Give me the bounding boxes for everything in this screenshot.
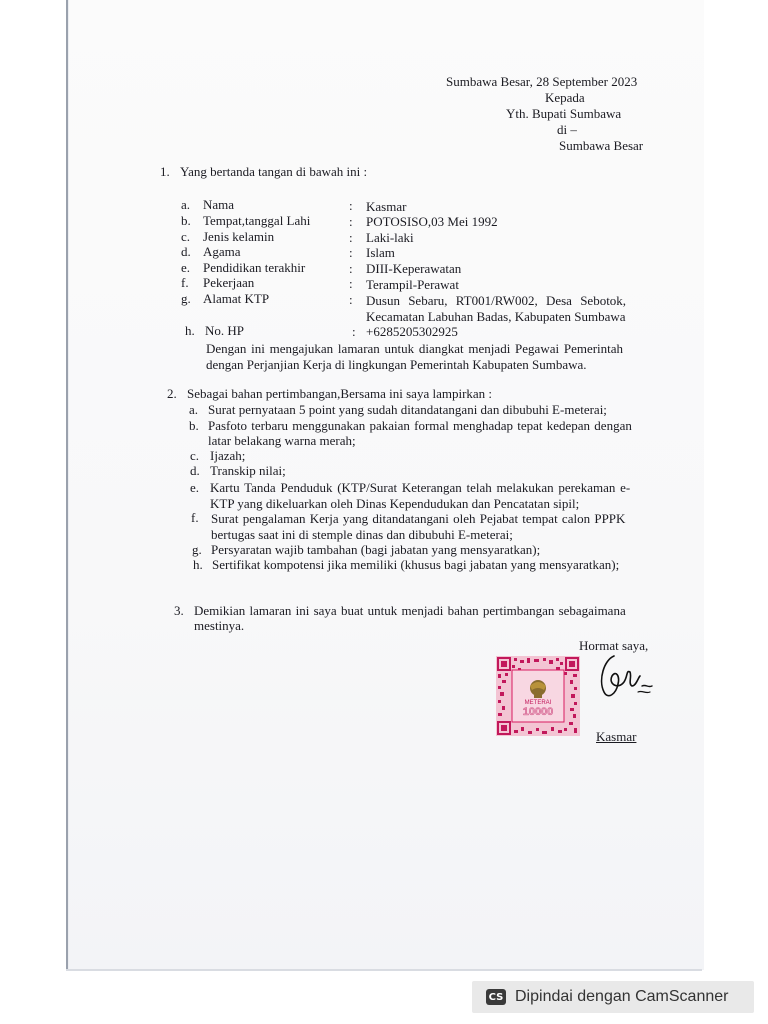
field-label-birth: Tempat,tanggal Lahi [203, 213, 311, 228]
attachment-letter: h. [193, 557, 203, 572]
field-value-gender: Laki-laki [366, 230, 414, 245]
handwritten-signature [594, 650, 658, 706]
attachment-letter: a. [189, 402, 199, 417]
attachment-item: Pasfoto terbaru menggunakan pakaian formal menghadap tepat kedepan dengan [208, 418, 632, 433]
statement-line2: dengan Perjanjian Kerja di lingkungan Pemerintah Kabupaten Sumbawa. [206, 357, 587, 372]
attachment-letter: f. [191, 510, 199, 525]
attachment-item: Persyaratan wajib tambahan (bagi jabatan yang mensyaratkan); [211, 542, 541, 557]
field-letter: g. [181, 291, 191, 306]
closing-hormat: Hormat saya, [579, 638, 649, 653]
section3-line2: mestinya. [194, 618, 245, 633]
field-label-phone: No. HP [205, 323, 245, 338]
stamp-value: 10000 [522, 706, 554, 718]
section3-number: 3. [174, 603, 184, 618]
field-value-education: DIII-Keperawatan [366, 261, 462, 276]
attachment-letter: g. [192, 542, 202, 557]
attachment-letter: c. [190, 448, 200, 463]
section2-number: 2. [167, 386, 177, 401]
camscanner-logo-icon: CS [486, 989, 506, 1005]
section1-number: 1. [160, 164, 170, 179]
field-value-name: Kasmar [366, 199, 407, 214]
field-value-religion: Islam [366, 245, 395, 260]
field-letter: e. [181, 260, 191, 275]
attachment-item: Sertifikat kompotensi jika memiliki (khusus bagi jabatan yang mensyaratkan); [212, 557, 620, 572]
field-value-address-line2: Kecamatan Labuhan Badas, Kabupaten Sumbawa [366, 309, 626, 324]
recipient-kepada: Kepada [545, 90, 585, 105]
field-value-job: Terampil-Perawat [366, 277, 459, 292]
date-place: Sumbawa Besar, 28 September 2023 [446, 74, 638, 89]
field-letter: d. [181, 244, 191, 259]
attachment-letter: b. [189, 418, 199, 433]
attachment-item-cont: KTP yang dikeluarkan oleh Dinas Kependudukan dan Pencatatan sipil; [210, 496, 580, 511]
field-letter: h. [185, 323, 195, 338]
attachment-item: Transkip nilai; [210, 463, 286, 478]
field-colon: : [349, 214, 353, 229]
field-colon: : [349, 276, 353, 291]
field-value-phone: +6285205302925 [366, 324, 458, 339]
attachment-item-cont: bertugas saat ini di stemple dinas dan dibubuhi E-meterai; [211, 527, 513, 542]
section2-intro: Sebagai bahan pertimbangan,Bersama ini saya lampirkan : [187, 386, 493, 401]
attachment-item-cont: latar belakang warna merah; [208, 433, 356, 448]
camscanner-badge [472, 981, 754, 1013]
attachment-item: Surat pernyataan 5 point yang sudah ditandatangani dan dibubuhi E-meterai; [208, 402, 607, 417]
field-colon: : [349, 198, 353, 213]
field-letter: f. [181, 275, 189, 290]
e-meterai-stamp [496, 656, 580, 736]
field-colon: : [349, 230, 353, 245]
attachment-letter: e. [190, 480, 200, 495]
field-colon: : [349, 261, 353, 276]
attachment-item: Surat pengalaman Kerja yang ditandatangani oleh Pejabat tempat calon PPPK [211, 511, 626, 526]
field-label-education: Pendidikan terakhir [203, 260, 306, 275]
attachment-letter: d. [190, 463, 200, 478]
qr-code-icon [496, 656, 580, 736]
attachment-item: Ijazah; [210, 448, 246, 463]
recipient-city: Sumbawa Besar [559, 138, 644, 153]
recipient-di: di – [557, 122, 577, 137]
field-label-gender: Jenis kelamin [203, 229, 275, 244]
stamp-label: METERAI [524, 700, 552, 706]
field-colon: : [349, 245, 353, 260]
statement-line1: Dengan ini mengajukan lamaran untuk diangkat menjadi Pegawai Pemerintah [206, 341, 624, 356]
field-letter: a. [181, 197, 191, 212]
field-label-religion: Agama [203, 244, 241, 259]
recipient-yth: Yth. Bupati Sumbawa [506, 106, 622, 121]
camscanner-text: Dipindai dengan CamScanner [515, 988, 729, 1005]
field-letter: c. [181, 229, 191, 244]
section3-line1: Demikian lamaran ini saya buat untuk menjadi bahan pertimbangan sebagaimana [194, 603, 626, 618]
field-value-address: Dusun Sebaru, RT001/RW002, Desa Sebotok, [366, 293, 627, 308]
attachment-item: Kartu Tanda Penduduk (KTP/Surat Keterangan telah melakukan perekaman e- [210, 480, 631, 495]
field-label-job: Pekerjaan [203, 275, 255, 290]
field-colon: : [349, 292, 353, 307]
field-label-name: Nama [203, 197, 235, 212]
section1-intro: Yang bertanda tangan di bawah ini : [180, 164, 368, 179]
field-letter: b. [181, 213, 191, 228]
field-label-address: Alamat KTP [203, 291, 270, 306]
page-edge [66, 969, 702, 971]
signer-name: Kasmar [596, 729, 637, 744]
field-colon: : [352, 324, 356, 339]
field-value-birth: POTOSISO,03 Mei 1992 [366, 214, 498, 229]
